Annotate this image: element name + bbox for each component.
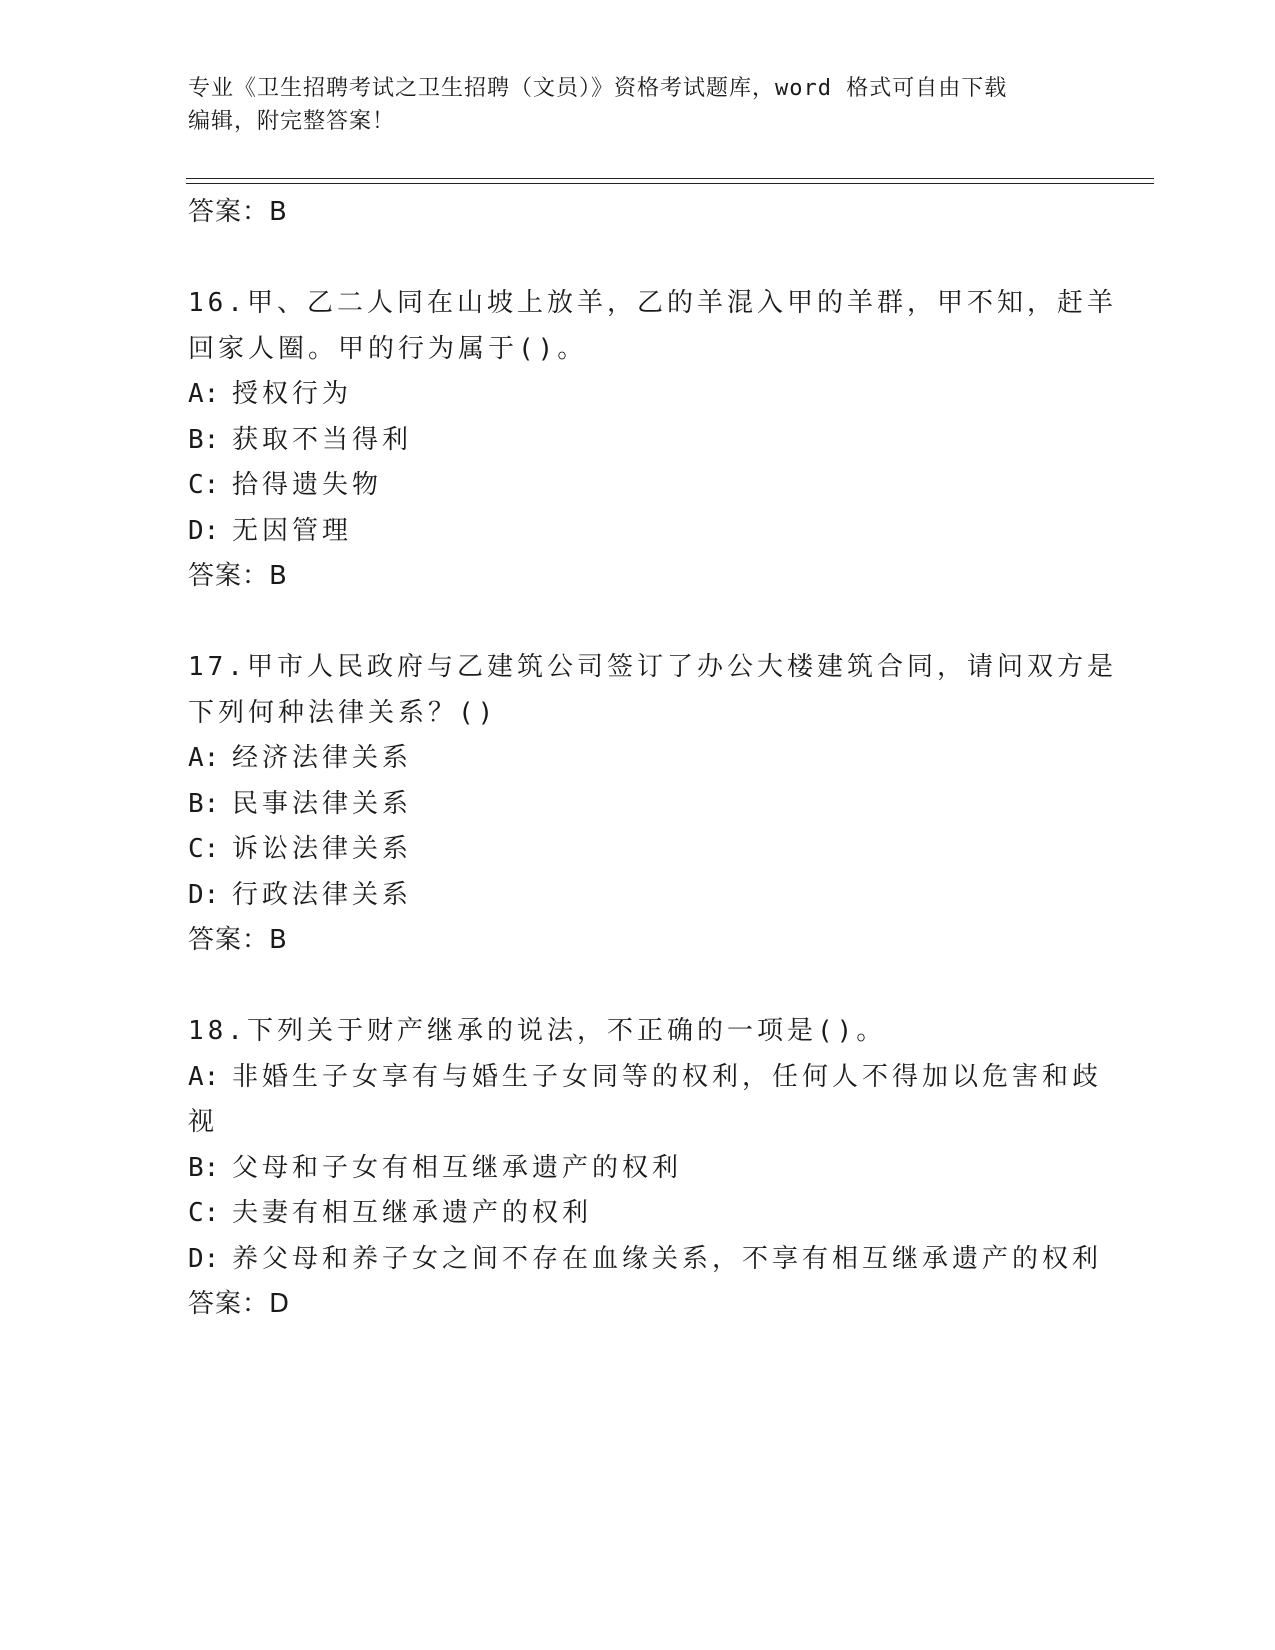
option-text: 拾得遗失物 bbox=[232, 470, 383, 500]
option-letter: D: bbox=[188, 1243, 220, 1274]
answer-line: 答案：B bbox=[188, 561, 288, 591]
question-stem: 17.甲市人民政府与乙建筑公司签订了办公大楼建筑合同，请问双方是 bbox=[188, 652, 1117, 682]
option-letter: C: bbox=[188, 1198, 220, 1228]
question-16 bbox=[188, 281, 1117, 600]
option-b bbox=[188, 418, 1088, 464]
option-letter: D: bbox=[188, 515, 220, 546]
option-a bbox=[188, 372, 1088, 418]
option-text: 诉讼法律关系 bbox=[232, 834, 413, 864]
option-letter: B: bbox=[188, 788, 220, 819]
option-text: 授权行为 bbox=[232, 379, 353, 409]
option-d bbox=[188, 1237, 1103, 1283]
question-18 bbox=[188, 1009, 1103, 1328]
option-letter: A: bbox=[188, 379, 220, 409]
document-header bbox=[188, 72, 1068, 138]
question-17 bbox=[188, 645, 1117, 964]
option-letter: C: bbox=[188, 834, 220, 864]
option-text: 民事法律关系 bbox=[232, 788, 413, 819]
option-a-continued: 视 bbox=[188, 1107, 219, 1137]
option-letter: C: bbox=[188, 470, 220, 500]
option-letter: B: bbox=[188, 1152, 220, 1183]
question-stem: 16.甲、乙二人同在山坡上放羊，乙的羊混入甲的羊群，甲不知，赶羊 bbox=[188, 288, 1117, 318]
header-rule-top bbox=[186, 178, 1154, 179]
option-c bbox=[188, 827, 1088, 873]
answer-line: 答案：B bbox=[188, 197, 288, 227]
option-text: 父母和子女有相互继承遗产的权利 bbox=[232, 1152, 683, 1183]
option-letter: B: bbox=[188, 424, 220, 455]
question-stem: 18.下列关于财产继承的说法，不正确的一项是()。 bbox=[188, 1016, 887, 1046]
option-text: 获取不当得利 bbox=[232, 424, 413, 455]
option-c bbox=[188, 1191, 1088, 1237]
option-b bbox=[188, 782, 1088, 828]
option-letter: D: bbox=[188, 879, 220, 910]
option-text: 无因管理 bbox=[232, 515, 353, 546]
question-stem: 下列何种法律关系？() bbox=[188, 697, 498, 728]
option-text: 经济法律关系 bbox=[232, 743, 413, 773]
option-text: 养父母和养子女之间不存在血缘关系，不享有相互继承遗产的权利 bbox=[232, 1243, 1103, 1274]
option-text: 非婚生子女享有与婚生子女同等的权利，任何人不得加以危害和歧 bbox=[232, 1061, 1103, 1092]
header-rule-bottom bbox=[186, 183, 1154, 184]
option-letter: A: bbox=[188, 743, 220, 773]
option-b bbox=[188, 1146, 1088, 1192]
header-line-1: 专业《卫生招聘考试之卫生招聘（文员）》资格考试题库，word 格式可自由下载 bbox=[188, 76, 1008, 101]
answer-line: 答案：D bbox=[188, 1289, 291, 1319]
option-text: 行政法律关系 bbox=[232, 879, 413, 910]
option-d bbox=[188, 509, 1088, 555]
header-line-2: 编辑，附完整答案！ bbox=[188, 109, 396, 134]
option-text: 夫妻有相互继承遗产的权利 bbox=[232, 1198, 593, 1228]
option-letter: A: bbox=[188, 1061, 220, 1092]
option-a bbox=[188, 1055, 1103, 1101]
option-a bbox=[188, 736, 1088, 782]
option-c bbox=[188, 463, 1088, 509]
question-list bbox=[188, 190, 1117, 1328]
question-stem: 回家人圈。甲的行为属于()。 bbox=[188, 333, 588, 364]
answer-line: 答案：B bbox=[188, 925, 288, 955]
option-d bbox=[188, 873, 1088, 919]
